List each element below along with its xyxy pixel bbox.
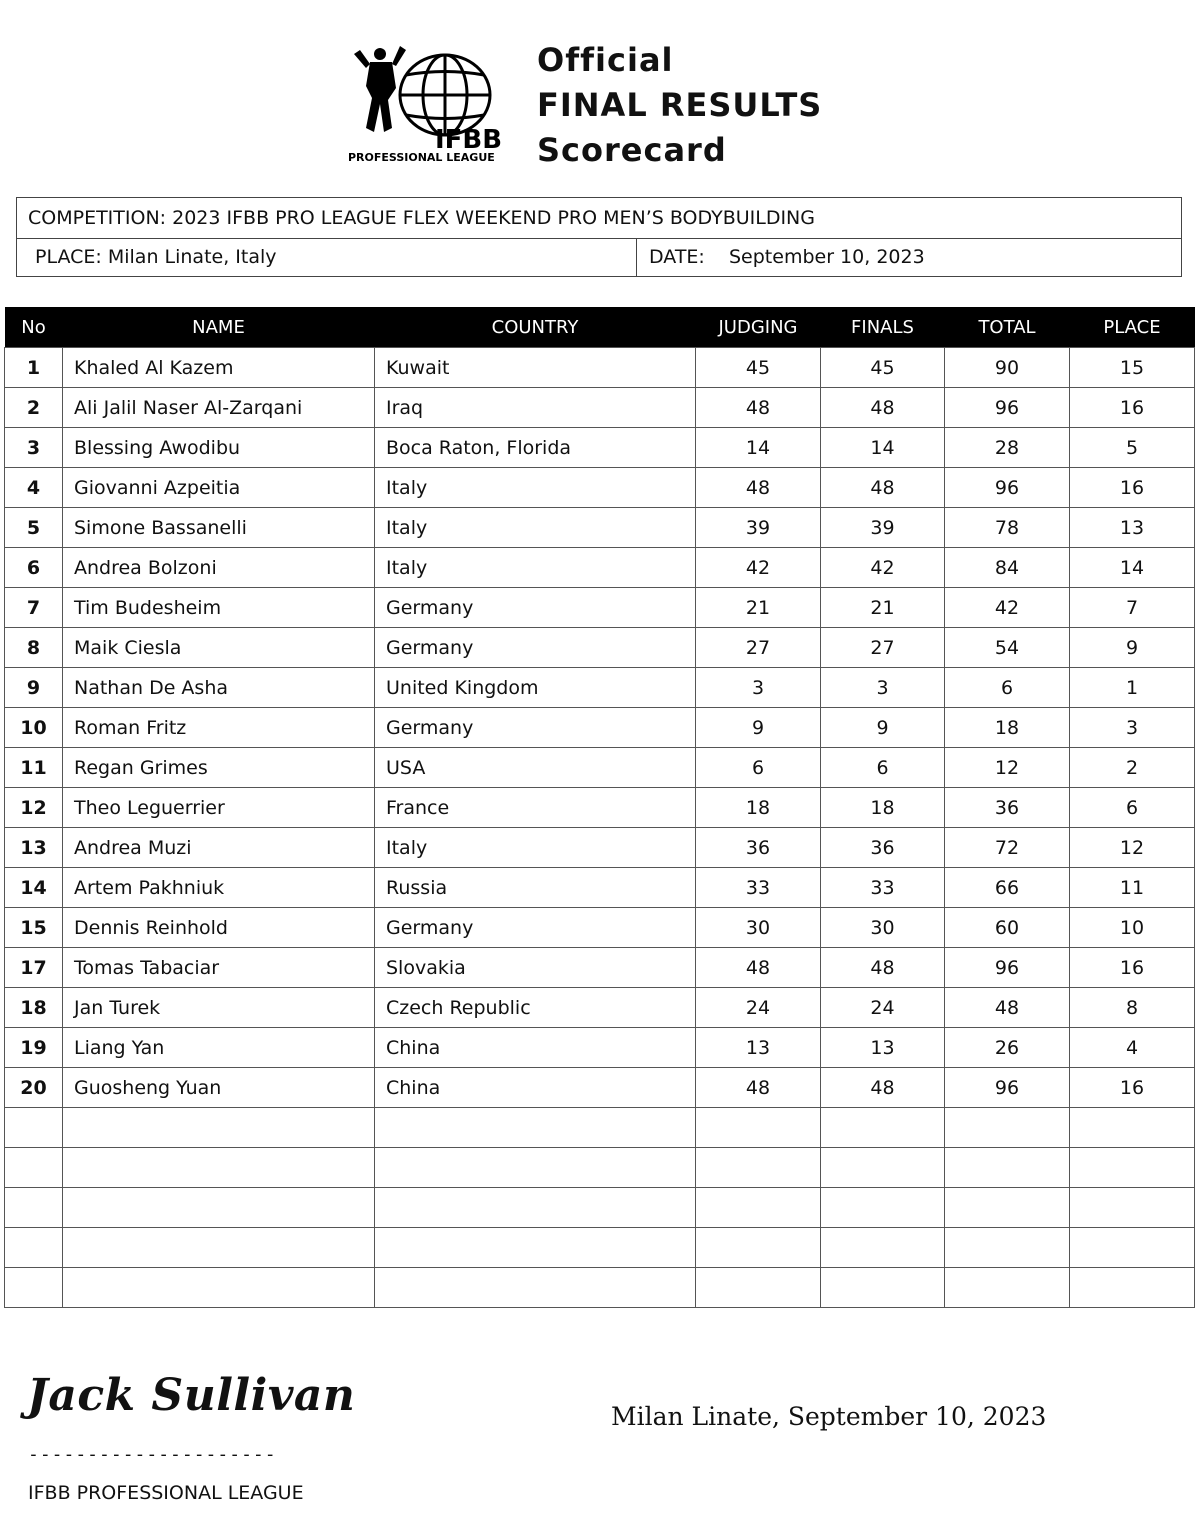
cell-finals: 48 [821, 948, 945, 988]
cell-finals: 24 [821, 988, 945, 1028]
cell-total: 42 [945, 588, 1070, 628]
cell-total: 60 [945, 908, 1070, 948]
table-row [5, 1148, 1195, 1188]
cell-finals: 9 [821, 708, 945, 748]
header-judging: JUDGING [696, 307, 821, 348]
table-row [5, 588, 1195, 628]
cell-total: 84 [945, 548, 1070, 588]
cell-finals [821, 1108, 945, 1148]
cell-place: 4 [1070, 1028, 1195, 1068]
cell-name [63, 1148, 375, 1188]
cell-name [63, 1188, 375, 1228]
cell-no: 4 [5, 468, 63, 508]
cell-name [63, 1108, 375, 1148]
table-row [5, 548, 1195, 588]
cell-country: Russia [375, 868, 696, 908]
table-row [5, 468, 1195, 508]
cell-judging: 14 [696, 428, 821, 468]
cell-no: 17 [5, 948, 63, 988]
header-no: No [5, 307, 63, 348]
cell-total: 54 [945, 628, 1070, 668]
cell-name: Blessing Awodibu [63, 428, 375, 468]
cell-place: 12 [1070, 828, 1195, 868]
cell-country: Germany [375, 708, 696, 748]
table-row [5, 988, 1195, 1028]
judge-signature: Jack Sullivan [27, 1370, 356, 1421]
cell-name: Simone Bassanelli [63, 508, 375, 548]
table-row [5, 908, 1195, 948]
cell-country: Kuwait [375, 348, 696, 388]
cell-judging [696, 1188, 821, 1228]
cell-judging: 42 [696, 548, 821, 588]
competition-date [637, 238, 1181, 276]
cell-country: United Kingdom [375, 668, 696, 708]
table-row [5, 428, 1195, 468]
cell-total [945, 1148, 1070, 1188]
cell-total [945, 1188, 1070, 1228]
cell-name: Tim Budesheim [63, 588, 375, 628]
cell-judging: 18 [696, 788, 821, 828]
cell-no [5, 1188, 63, 1228]
cell-finals: 42 [821, 548, 945, 588]
cell-finals: 30 [821, 908, 945, 948]
competition-info-box [16, 197, 1182, 277]
cell-finals: 39 [821, 508, 945, 548]
ifbb-logo [340, 40, 520, 165]
cell-no [5, 1228, 63, 1268]
header-finals: FINALS [821, 307, 945, 348]
cell-place [1070, 1188, 1195, 1228]
cell-total: 96 [945, 468, 1070, 508]
logo-text: IFBB [435, 125, 503, 155]
cell-total [945, 1268, 1070, 1308]
table-row [5, 828, 1195, 868]
cell-total: 36 [945, 788, 1070, 828]
cell-name: Dennis Reinhold [63, 908, 375, 948]
cell-total: 48 [945, 988, 1070, 1028]
cell-place: 16 [1070, 468, 1195, 508]
cell-finals: 48 [821, 1068, 945, 1108]
cell-finals: 36 [821, 828, 945, 868]
cell-no: 8 [5, 628, 63, 668]
cell-place: 16 [1070, 948, 1195, 988]
signing-place-date: Milan Linate, September 10, 2023 [611, 1402, 1047, 1431]
cell-finals: 33 [821, 868, 945, 908]
table-row [5, 1268, 1195, 1308]
cell-name [63, 1228, 375, 1268]
cell-name: Andrea Bolzoni [63, 548, 375, 588]
cell-name: Liang Yan [63, 1028, 375, 1068]
header-name: NAME [63, 307, 375, 348]
cell-no: 15 [5, 908, 63, 948]
cell-judging [696, 1148, 821, 1188]
cell-no: 20 [5, 1068, 63, 1108]
cell-place: 3 [1070, 708, 1195, 748]
cell-no: 3 [5, 428, 63, 468]
cell-finals [821, 1148, 945, 1188]
cell-country [375, 1188, 696, 1228]
cell-no: 14 [5, 868, 63, 908]
cell-finals: 3 [821, 668, 945, 708]
cell-finals: 6 [821, 748, 945, 788]
cell-name: Khaled Al Kazem [63, 348, 375, 388]
cell-place: 10 [1070, 908, 1195, 948]
cell-total: 90 [945, 348, 1070, 388]
cell-judging: 48 [696, 1068, 821, 1108]
cell-total: 72 [945, 828, 1070, 868]
cell-total: 12 [945, 748, 1070, 788]
cell-place: 16 [1070, 1068, 1195, 1108]
competition-place: PLACE: Milan Linate, Italy [17, 238, 637, 276]
cell-finals: 45 [821, 348, 945, 388]
header-country: COUNTRY [375, 307, 696, 348]
cell-total: 96 [945, 948, 1070, 988]
cell-place [1070, 1228, 1195, 1268]
cell-place [1070, 1148, 1195, 1188]
cell-name: Jan Turek [63, 988, 375, 1028]
cell-finals: 18 [821, 788, 945, 828]
cell-judging: 48 [696, 388, 821, 428]
cell-judging: 24 [696, 988, 821, 1028]
cell-country: Italy [375, 468, 696, 508]
cell-country: USA [375, 748, 696, 788]
table-row [5, 1108, 1195, 1148]
cell-country [375, 1268, 696, 1308]
cell-name: Tomas Tabaciar [63, 948, 375, 988]
cell-judging: 48 [696, 468, 821, 508]
cell-country: China [375, 1068, 696, 1108]
cell-country: Italy [375, 548, 696, 588]
cell-name: Nathan De Asha [63, 668, 375, 708]
cell-finals: 13 [821, 1028, 945, 1068]
cell-country: Germany [375, 588, 696, 628]
cell-judging: 27 [696, 628, 821, 668]
cell-place: 14 [1070, 548, 1195, 588]
cell-judging: 9 [696, 708, 821, 748]
table-row [5, 348, 1195, 388]
cell-judging: 6 [696, 748, 821, 788]
cell-no: 2 [5, 388, 63, 428]
cell-total [945, 1228, 1070, 1268]
cell-judging: 30 [696, 908, 821, 948]
competition-name: COMPETITION: 2023 IFBB PRO LEAGUE FLEX WEEKEND PRO MEN’S BODYBUILDING [17, 198, 1181, 239]
cell-place: 5 [1070, 428, 1195, 468]
cell-judging: 21 [696, 588, 821, 628]
cell-country [375, 1108, 696, 1148]
table-row [5, 628, 1195, 668]
cell-finals: 48 [821, 388, 945, 428]
table-row [5, 708, 1195, 748]
date-value: September 10, 2023 [729, 246, 925, 268]
cell-judging: 48 [696, 948, 821, 988]
cell-place: 7 [1070, 588, 1195, 628]
cell-place: 13 [1070, 508, 1195, 548]
table-row [5, 868, 1195, 908]
cell-place: 1 [1070, 668, 1195, 708]
cell-finals [821, 1228, 945, 1268]
cell-finals: 27 [821, 628, 945, 668]
cell-place [1070, 1268, 1195, 1308]
title-line-official: Official [537, 41, 674, 79]
cell-no: 11 [5, 748, 63, 788]
table-header-row [5, 307, 1195, 348]
cell-country: France [375, 788, 696, 828]
table-row [5, 1188, 1195, 1228]
document-title [537, 38, 822, 173]
cell-no: 10 [5, 708, 63, 748]
cell-country [375, 1148, 696, 1188]
cell-name: Maik Ciesla [63, 628, 375, 668]
cell-place: 9 [1070, 628, 1195, 668]
cell-judging: 45 [696, 348, 821, 388]
table-row [5, 1028, 1195, 1068]
cell-total: 96 [945, 1068, 1070, 1108]
cell-country: Italy [375, 828, 696, 868]
cell-no: 18 [5, 988, 63, 1028]
table-row [5, 668, 1195, 708]
cell-finals [821, 1188, 945, 1228]
cell-country: Italy [375, 508, 696, 548]
organization-name: IFBB PROFESSIONAL LEAGUE [28, 1482, 304, 1504]
cell-judging: 36 [696, 828, 821, 868]
table-row [5, 948, 1195, 988]
table-row [5, 508, 1195, 548]
cell-country: Slovakia [375, 948, 696, 988]
results-table [4, 307, 1195, 1308]
cell-no: 13 [5, 828, 63, 868]
cell-place: 8 [1070, 988, 1195, 1028]
cell-finals: 14 [821, 428, 945, 468]
cell-name: Andrea Muzi [63, 828, 375, 868]
cell-country: Germany [375, 628, 696, 668]
cell-country: Iraq [375, 388, 696, 428]
cell-finals [821, 1268, 945, 1308]
table-row [5, 788, 1195, 828]
cell-place [1070, 1108, 1195, 1148]
cell-no: 12 [5, 788, 63, 828]
cell-no [5, 1148, 63, 1188]
cell-no [5, 1108, 63, 1148]
cell-total: 28 [945, 428, 1070, 468]
header-place: PLACE [1070, 307, 1195, 348]
title-line-scorecard: Scorecard [537, 131, 727, 169]
cell-name: Guosheng Yuan [63, 1068, 375, 1108]
cell-judging [696, 1228, 821, 1268]
logo-subtext: PROFESSIONAL LEAGUE [348, 151, 495, 164]
table-row [5, 748, 1195, 788]
cell-name: Ali Jalil Naser Al-Zarqani [63, 388, 375, 428]
cell-no: 6 [5, 548, 63, 588]
date-label: DATE: [649, 246, 705, 268]
cell-place: 11 [1070, 868, 1195, 908]
cell-no: 7 [5, 588, 63, 628]
table-row [5, 388, 1195, 428]
cell-name: Theo Leguerrier [63, 788, 375, 828]
cell-total: 6 [945, 668, 1070, 708]
cell-judging: 33 [696, 868, 821, 908]
header-total: TOTAL [945, 307, 1070, 348]
cell-place: 15 [1070, 348, 1195, 388]
cell-judging [696, 1268, 821, 1308]
cell-name [63, 1268, 375, 1308]
cell-total: 96 [945, 388, 1070, 428]
cell-total: 78 [945, 508, 1070, 548]
cell-country: China [375, 1028, 696, 1068]
cell-finals: 48 [821, 468, 945, 508]
cell-place: 6 [1070, 788, 1195, 828]
cell-judging [696, 1108, 821, 1148]
cell-name: Regan Grimes [63, 748, 375, 788]
signature-line: --------------------- [28, 1444, 277, 1465]
cell-country [375, 1228, 696, 1268]
cell-place: 2 [1070, 748, 1195, 788]
cell-no: 5 [5, 508, 63, 548]
cell-name: Giovanni Azpeitia [63, 468, 375, 508]
cell-total [945, 1108, 1070, 1148]
table-row [5, 1068, 1195, 1108]
cell-name: Artem Pakhniuk [63, 868, 375, 908]
cell-judging: 13 [696, 1028, 821, 1068]
cell-total: 66 [945, 868, 1070, 908]
title-line-final-results: FINAL RESULTS [537, 86, 823, 124]
cell-judging: 3 [696, 668, 821, 708]
cell-no: 19 [5, 1028, 63, 1068]
cell-place: 16 [1070, 388, 1195, 428]
table-row [5, 1228, 1195, 1268]
cell-no: 9 [5, 668, 63, 708]
cell-country: Czech Republic [375, 988, 696, 1028]
cell-country: Germany [375, 908, 696, 948]
cell-total: 26 [945, 1028, 1070, 1068]
cell-total: 18 [945, 708, 1070, 748]
cell-country: Boca Raton, Florida [375, 428, 696, 468]
cell-no: 1 [5, 348, 63, 388]
cell-name: Roman Fritz [63, 708, 375, 748]
cell-judging: 39 [696, 508, 821, 548]
cell-no [5, 1268, 63, 1308]
cell-finals: 21 [821, 588, 945, 628]
